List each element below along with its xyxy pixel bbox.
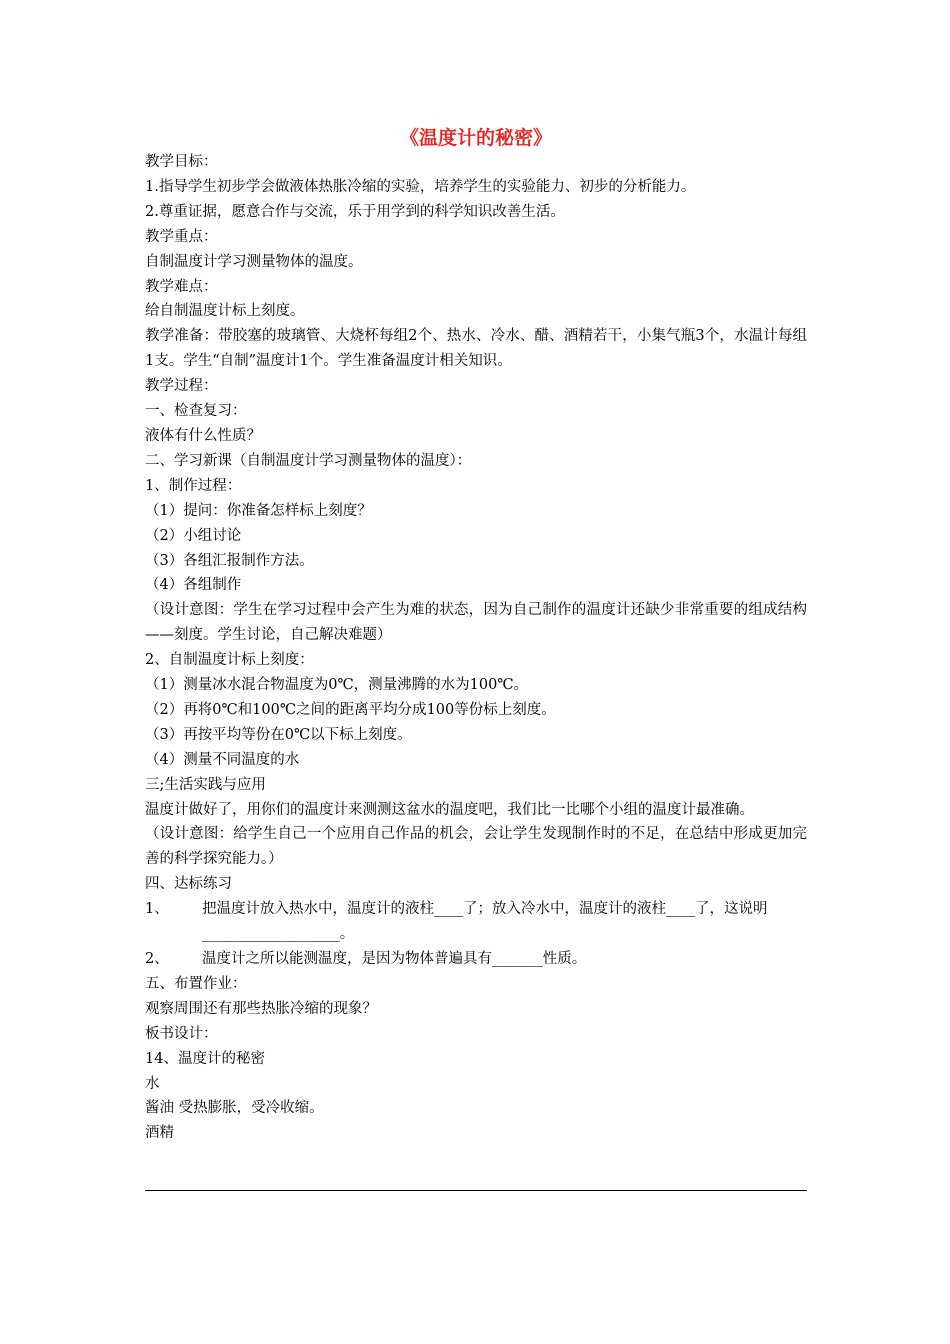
text-line: （3）再按平均等份在0℃以下标上刻度。 xyxy=(145,726,412,743)
text-line: （2）小组讨论 xyxy=(145,527,242,544)
text-line: （4）各组制作 xyxy=(145,577,242,594)
document-title: 《温度计的秘密》 xyxy=(399,127,552,149)
exercise-number: 1、 xyxy=(145,901,169,918)
text-line: 酒精 xyxy=(145,1125,174,1142)
text-line: （2）再将0℃和100℃之间的距离平均分成100等份标上刻度。 xyxy=(145,701,556,718)
text-line: 三;生活实践与应用 xyxy=(145,776,266,793)
practice-paragraph: 温度计做好了，用你们的温度计来测测这盆水的温度吧，我们比一比哪个小组的温度计最准确。 xyxy=(145,801,754,818)
section-heading: 教学重点： xyxy=(145,228,218,245)
design-note-paragraph: （设计意图：学生在学习过程中会产生为难的状态，因为自己制作的温度计还缺少非常重要的组成结构——刻度。学生讨论，自己解决难题） xyxy=(145,602,807,644)
section-heading: 教学目标： xyxy=(145,154,218,170)
text-line: 液体有什么性质？ xyxy=(145,427,261,444)
text-line: 1.指导学生初步学会做液体热胀冷缩的实验，培养学生的实验能力、初步的分析能力。 xyxy=(145,178,696,195)
teaching-prep-paragraph: 教学准备：带胶塞的玻璃管、大烧杯每组2个、热水、冷水、醋、酒精若干，小集气瓶3个，水温计每组1支。学生“自制”温度计1个。学生准备温度计相关知识。 xyxy=(145,328,807,370)
text-line: 水 xyxy=(145,1075,160,1092)
text-line: 观察周围还有那些热胀冷缩的现象？ xyxy=(145,1000,377,1017)
exercise-number: 2、 xyxy=(145,951,169,967)
section-heading: 四、达标练习 xyxy=(145,876,232,893)
section-heading: 五、布置作业： xyxy=(145,975,247,992)
text-line: 给自制温度计标上刻度。 xyxy=(145,303,305,320)
text-line: 一、检查复习： xyxy=(145,403,247,420)
text-line: （1）提问：你准备怎样标上刻度？ xyxy=(145,502,372,519)
footer-divider xyxy=(145,1190,807,1191)
text-line: 2.尊重证据，愿意合作与交流，乐于用学到的科学知识改善生活。 xyxy=(145,203,565,220)
text-line: 1、制作过程： xyxy=(145,477,242,494)
section-heading: 板书设计： xyxy=(145,1025,218,1042)
section-heading: 教学难点： xyxy=(145,278,218,295)
text-line: （1）测量冰水混合物温度为0℃，测量沸腾的水为100℃。 xyxy=(145,677,529,694)
design-note-paragraph: （设计意图：给学生自己一个应用自己作品的机会，会让学生发现制作时的不足，在总结中形成更加完善的科学探究能力。） xyxy=(145,826,807,868)
exercise-text: 把温度计放入热水中，温度计的液柱____了；放入冷水中，温度计的液柱____了，这说明___________________。 xyxy=(202,901,768,943)
document-body xyxy=(145,150,807,1146)
exercise-text: 温度计之所以能测温度，是因为物体普遍具有_______性质。 xyxy=(202,951,587,967)
text-line: （3）各组汇报制作方法。 xyxy=(145,552,314,569)
exercise-item xyxy=(145,947,807,972)
text-line: 二、学习新课（自制温度计学习测量物体的温度）： xyxy=(145,452,472,469)
text-line: 2、自制温度计标上刻度： xyxy=(145,652,314,669)
text-line: （4）测量不同温度的水 xyxy=(145,751,300,768)
exercise-item xyxy=(145,897,807,947)
section-heading: 教学过程： xyxy=(145,378,218,395)
text-line: 14、温度计的秘密 xyxy=(145,1050,265,1067)
text-line: 酱油 受热膨胀，受冷收缩。 xyxy=(145,1100,324,1117)
text-line: 自制温度计学习测量物体的温度。 xyxy=(145,253,363,270)
